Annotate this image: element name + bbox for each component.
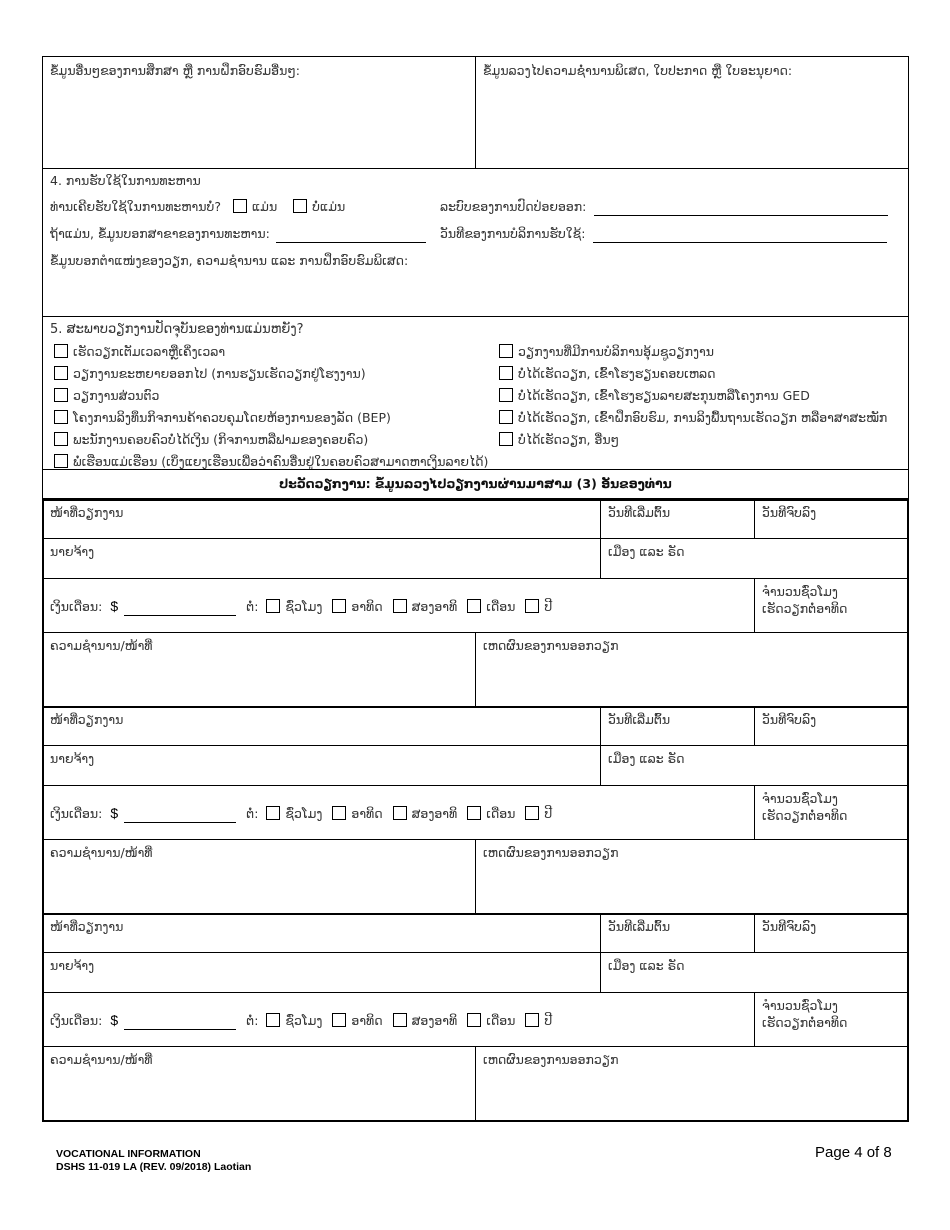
checkbox[interactable]: [54, 432, 68, 446]
served-yes-label: ແມ່ນ: [251, 199, 278, 214]
job-title-field[interactable]: ໜ້າທີ່ວຽກງານ: [50, 712, 124, 727]
military-duties-label: ຂໍ້ມູນບອກຕໍາແໜ່ງຂອງວຽກ, ຄວາມຊໍານານ ແລະ ການຝຶກອົບຮົມພິເສດ:: [50, 253, 409, 268]
per-month-checkbox[interactable]: [467, 1013, 481, 1027]
hours-per-week-field[interactable]: [754, 581, 855, 621]
dollar-sign: $: [110, 805, 119, 821]
checkbox[interactable]: [499, 388, 513, 402]
employment-option-label: ບໍ່ໄດ້ເຮັດວຽກ, ເຂົ້າໂຮງຮຽນຄອບເຫລດ: [518, 366, 716, 381]
reason-for-leaving-field[interactable]: ເຫດຜົນຂອງການອອກວຽກ: [483, 845, 619, 860]
per-week-checkbox[interactable]: [332, 1013, 346, 1027]
per-hour-checkbox[interactable]: [266, 599, 280, 613]
branch-label: ຖ້າແມ່ນ, ຂໍ້ມູນບອກສາຂາຂອງການທະຫານ:: [50, 226, 270, 241]
checkbox[interactable]: [54, 454, 68, 468]
week-label: ອາທິດ: [351, 599, 383, 614]
employer-field[interactable]: ນາຍຈ້າງ: [50, 751, 95, 766]
two-weeks-label: ສອງອາທິ: [411, 1013, 458, 1028]
per-month-checkbox[interactable]: [467, 599, 481, 613]
employment-option-left[interactable]: [52, 410, 391, 425]
employment-option-right[interactable]: [497, 366, 716, 381]
dollar-sign: $: [110, 1012, 119, 1028]
employment-option-label: ເຮັດວຽກເຕັມເວລາຫຼືເຄິ່ງເວລາ: [73, 344, 226, 359]
reason-for-leaving-field[interactable]: ເຫດຜົນຂອງການອອກວຽກ: [483, 638, 619, 653]
discharge-row: [440, 199, 888, 216]
footer-form-number: DSHS 11-019 LA (REV. 09/2018) Laotian: [56, 1161, 252, 1173]
hour-label: ຊົ່ວໂມງ: [285, 806, 323, 821]
special-skills-label: ຂໍ້ມູນລວງໄປຄວາມຊ່ຳນານພິເສດ, ໃບປະກາດ ຫຼື ໃບອະນຸຍາດ:: [483, 63, 793, 78]
duties-field[interactable]: ຄວາມຊຳນານ/ໜ້າທີ່: [50, 845, 153, 860]
employment-option-label: ໂຄງການລິງທຶນກິຈການຄ້າຄວບຄຸມໂດຍຫ້ອງການຂອງລັດ (BEP): [73, 410, 391, 425]
discharge-field[interactable]: [594, 203, 888, 216]
employment-option-label: ວຽກງານທີ່ມີການບໍລິການອຸ້ມຊູວຽກງານ: [518, 344, 714, 359]
employment-option-right[interactable]: [497, 410, 887, 425]
employment-option-label: ວຽກງານຂະຫຍາຍອອກໄປ (ການຮຽນເຮັດວຽກຢູ່ໂຮງງານ): [73, 366, 366, 381]
row-divider: [42, 578, 909, 579]
hours-per-week-field[interactable]: [754, 995, 855, 1035]
served-question: ທ່ານເຄີຍຮັບໃຊ້ໃນການທະຫານບໍ່?: [50, 199, 221, 214]
per-week-checkbox[interactable]: [332, 599, 346, 613]
branch-field[interactable]: [276, 230, 426, 243]
city-state-field[interactable]: ເມືອງ ແລະ ຣັດ: [608, 751, 685, 766]
other-education-label: ຂໍ້ມູນອື່ນໆຂອງການສຶກສາ ຫຼື ການຝຶກອົບຮົມອື່ນໆ:: [50, 63, 300, 78]
per-week-checkbox[interactable]: [332, 806, 346, 820]
two-weeks-label: ສອງອາທິ: [411, 599, 458, 614]
wage-row: [50, 597, 552, 616]
month-label: ເດືອນ: [486, 806, 516, 821]
wage-row: [50, 1011, 552, 1030]
per-two-weeks-checkbox[interactable]: [393, 1013, 407, 1027]
hours-label-line2: ເຮັດວຽກຕໍ່ອາທິດ: [762, 1014, 848, 1030]
service-date-field[interactable]: [593, 230, 887, 243]
employment-option-label: ພໍ່ເຮືອນແມ່ເຮືອນ (ເບິ່ງແຍງເຮືອນເພື່ອວ່າຄົນອື່ນຢູ່ໃນຄອບຄົວສາມາດຫາເງິນລາຍໄດ້): [73, 454, 489, 469]
per-year-checkbox[interactable]: [525, 599, 539, 613]
row-divider: [42, 992, 909, 993]
employment-option-right[interactable]: [497, 388, 810, 403]
wage-field[interactable]: [124, 603, 236, 616]
served-no-label: ບໍ່ແມ່ນ: [312, 199, 346, 214]
city-state-field[interactable]: ເມືອງ ແລະ ຣັດ: [608, 958, 685, 973]
served-yes-checkbox[interactable]: [233, 199, 247, 213]
employment-option-right[interactable]: [497, 432, 619, 447]
start-date-field[interactable]: ວັນທີເລີ່ມຕົ້ນ: [608, 505, 671, 520]
military-served-row: [50, 199, 345, 216]
week-label: ອາທິດ: [351, 1013, 383, 1028]
checkbox[interactable]: [499, 410, 513, 424]
employment-option-label: ບໍ່ໄດ້ເຮັດວຽກ, ອື່ນໆ: [518, 432, 620, 447]
military-title: 4. ການຮັບໃຊ້ໃນການທະຫານ: [50, 173, 201, 188]
employer-field[interactable]: ນາຍຈ້າງ: [50, 544, 95, 559]
month-label: ເດືອນ: [486, 1013, 516, 1028]
page-number: Page 4 of 8: [815, 1144, 892, 1161]
end-date-field[interactable]: ວັນທີຈົບລົງ: [762, 919, 817, 934]
start-date-field[interactable]: ວັນທີເລີ່ມຕົ້ນ: [608, 712, 671, 727]
service-date-row: [440, 226, 887, 243]
end-date-field[interactable]: ວັນທີຈົບລົງ: [762, 505, 817, 520]
row-divider: [42, 538, 909, 539]
checkbox[interactable]: [499, 366, 513, 380]
duties-field[interactable]: ຄວາມຊຳນານ/ໜ້າທີ່: [50, 1052, 153, 1067]
checkbox[interactable]: [54, 410, 68, 424]
per-label: ຕໍ່:: [246, 1013, 259, 1028]
week-label: ອາທິດ: [351, 806, 383, 821]
wage-label: ເງິນເດືອນ:: [50, 599, 103, 614]
hour-label: ຊົ່ວໂມງ: [285, 599, 323, 614]
employment-option-right[interactable]: [497, 344, 714, 359]
reason-for-leaving-field[interactable]: ເຫດຜົນຂອງການອອກວຽກ: [483, 1052, 619, 1067]
wage-field[interactable]: [124, 1017, 236, 1030]
per-year-checkbox[interactable]: [525, 1013, 539, 1027]
served-no-checkbox[interactable]: [293, 199, 307, 213]
dollar-sign: $: [110, 598, 119, 614]
employment-option-left[interactable]: [52, 344, 225, 359]
checkbox[interactable]: [499, 344, 513, 358]
employment-option-label: ບໍ່ໄດ້ເຮັດວຽກ, ເຂົ້າຝຶກອົບຮົມ, ການລິງພື້ນຖານເຮັດວຽກ ຫລືອາສາສະໝັກ: [518, 410, 888, 425]
employment-option-label: ບໍ່ໄດ້ເຮັດວຽກ, ເຂົ້າໂຮງຮຽນລາຍສະກຸນຫລືໂຄງການ GED: [518, 388, 810, 403]
discharge-label: ລະບົບຂອງການປົດປ່ອຍອອກ:: [440, 199, 587, 214]
row-divider: [42, 785, 909, 786]
wage-field[interactable]: [124, 810, 236, 823]
employment-option-left[interactable]: [52, 388, 159, 403]
hours-label-line1: ຈຳນວນຊົ່ວໂມງ: [762, 584, 838, 599]
employment-option-left[interactable]: [52, 432, 368, 447]
per-month-checkbox[interactable]: [467, 806, 481, 820]
start-date-field[interactable]: ວັນທີເລີ່ມຕົ້ນ: [608, 919, 671, 934]
row-divider: [42, 745, 909, 746]
per-label: ຕໍ່:: [246, 599, 259, 614]
hours-label-line1: ຈຳນວນຊົ່ວໂມງ: [762, 791, 838, 806]
per-two-weeks-checkbox[interactable]: [393, 599, 407, 613]
year-label: ປີ: [544, 599, 553, 614]
year-label: ປີ: [544, 1013, 553, 1028]
end-date-field[interactable]: ວັນທີຈົບລົງ: [762, 712, 817, 727]
checkbox[interactable]: [54, 366, 68, 380]
wage-row: [50, 804, 552, 823]
job-title-field[interactable]: ໜ້າທີ່ວຽກງານ: [50, 919, 124, 934]
checkbox[interactable]: [54, 388, 68, 402]
employer-field[interactable]: ນາຍຈ້າງ: [50, 958, 95, 973]
job-title-field[interactable]: ໜ້າທີ່ວຽກງານ: [50, 505, 124, 520]
two-weeks-label: ສອງອາທິ: [411, 806, 458, 821]
footer-title: VOCATIONAL INFORMATION: [56, 1148, 201, 1160]
checkbox[interactable]: [499, 432, 513, 446]
hours-label-line2: ເຮັດວຽກຕໍ່ອາທິດ: [762, 807, 848, 823]
year-label: ປີ: [544, 806, 553, 821]
wage-label: ເງິນເດືອນ:: [50, 806, 103, 821]
history-header-text: ປະວັດວຽກງານ: ຂໍ້ມູນລວງໄປວຽກງານຜ່ານມາສາມ (3) ອັນຂອງທ່ານ: [279, 476, 672, 491]
employment-option-label: ພະນັກງານຄອບຄົວບໍ່ໄດ້ເງິນ (ກິຈການຫລືຟາມຂອງຄອບຄົວ): [73, 432, 369, 447]
employment-option-left[interactable]: [52, 366, 366, 381]
duties-field[interactable]: ຄວາມຊຳນານ/ໜ້າທີ່: [50, 638, 153, 653]
per-two-weeks-checkbox[interactable]: [393, 806, 407, 820]
employment-option-left[interactable]: [52, 454, 488, 469]
per-hour-checkbox[interactable]: [266, 1013, 280, 1027]
employment-status-title: 5. ສະພາບວຽກງານປັດຈຸບັນຂອງທ່ານແມ່ນຫຍັງ?: [50, 322, 304, 337]
hours-label-line1: ຈຳນວນຊົ່ວໂມງ: [762, 998, 838, 1013]
checkbox[interactable]: [54, 344, 68, 358]
row-divider: [42, 952, 909, 953]
per-year-checkbox[interactable]: [525, 806, 539, 820]
per-label: ຕໍ່:: [246, 806, 259, 821]
employment-option-label: ວຽກງານສ່ວນຕົວ: [73, 388, 160, 403]
hours-per-week-field[interactable]: [754, 788, 855, 828]
wage-label: ເງິນເດືອນ:: [50, 1013, 103, 1028]
service-date-label: ວັນທີຂອງການບໍລິການຮັບໃຊ້:: [440, 226, 586, 241]
per-hour-checkbox[interactable]: [266, 806, 280, 820]
hours-label-line2: ເຮັດວຽກຕໍ່ອາທິດ: [762, 600, 848, 616]
hour-label: ຊົ່ວໂມງ: [285, 1013, 323, 1028]
branch-row: [50, 226, 426, 243]
city-state-field[interactable]: ເມືອງ ແລະ ຣັດ: [608, 544, 685, 559]
month-label: ເດືອນ: [486, 599, 516, 614]
